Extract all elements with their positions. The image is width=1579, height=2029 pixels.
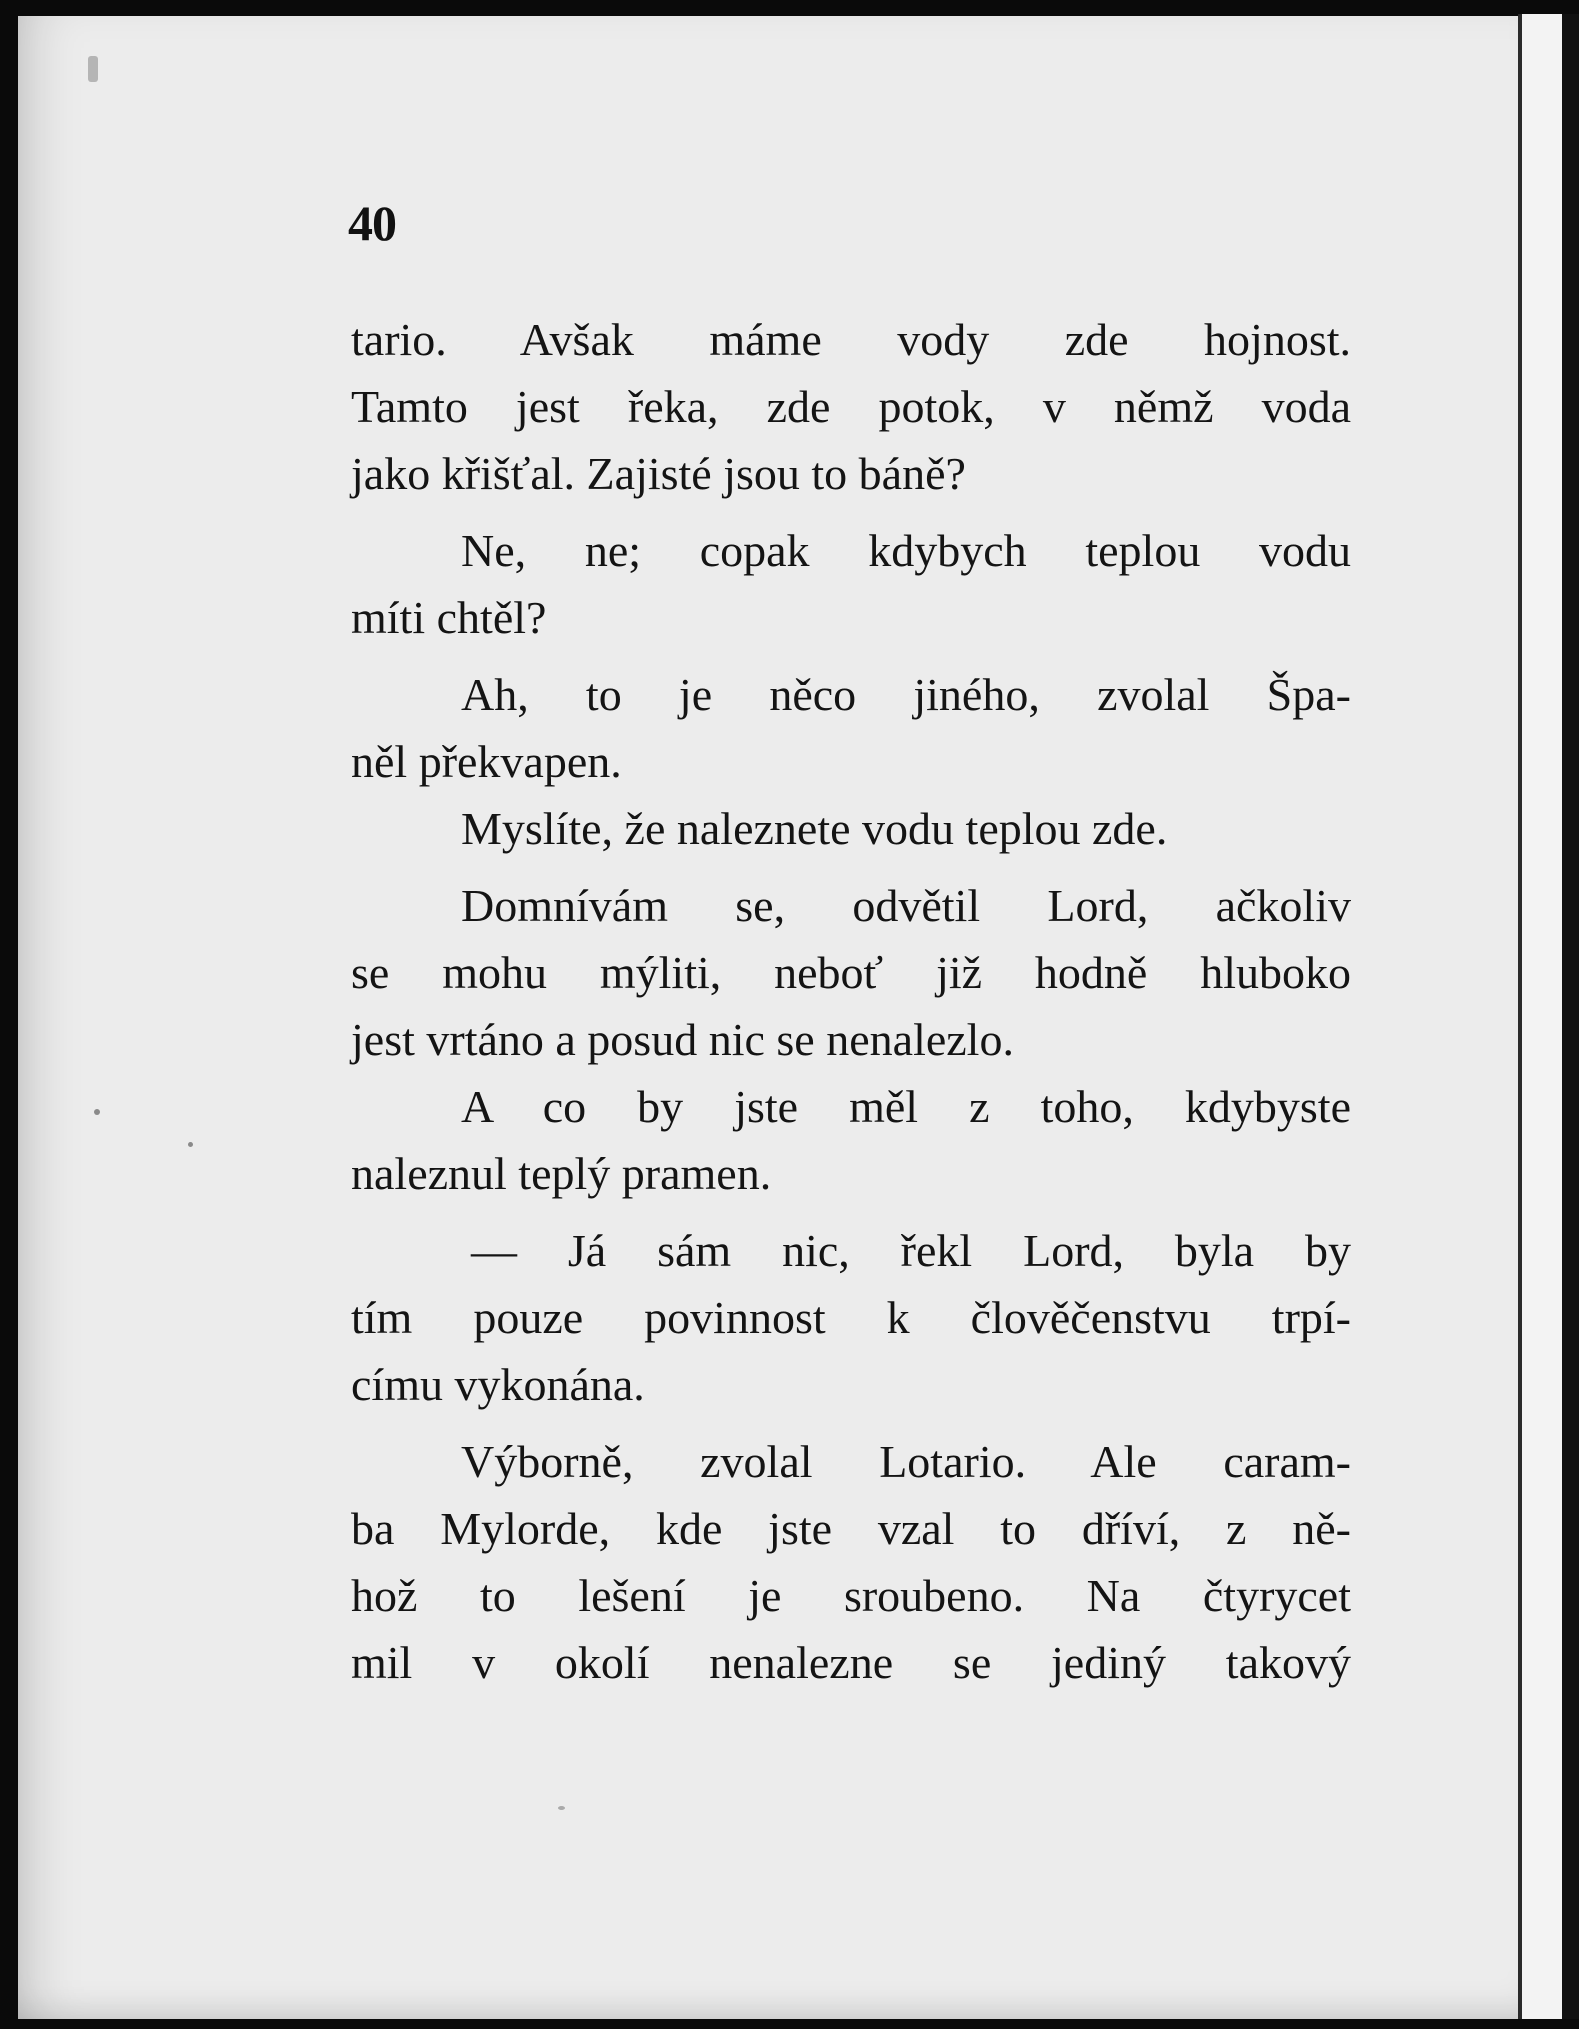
text-line: něl překvapen. (351, 736, 622, 787)
paper-speck (558, 1806, 565, 1810)
text-line: jest vrtáno a posud nic se nenalezlo. (351, 1014, 1014, 1065)
text-line: míti chtěl? (351, 592, 547, 643)
text-line: A co by jste měl z toho, kdybyste (461, 1081, 1351, 1132)
text-line: ba Mylorde, kde jste vzal to dříví, z ně- (351, 1503, 1351, 1554)
text-line: tario. Avšak máme vody zde hojnost. (351, 314, 1351, 365)
paper-sheet (18, 16, 1518, 2019)
paper-blemish (88, 56, 98, 82)
paper-speck (188, 1142, 193, 1147)
text-line: Ne, ne; copak kdybych teplou vodu (461, 525, 1351, 576)
text-line: Domnívám se, odvětil Lord, ačkoliv (461, 880, 1351, 931)
text-line: naleznul teplý pramen. (351, 1148, 772, 1199)
text-line: jako křišťal. Zajisté jsou to báně? (351, 448, 966, 499)
text-line: mil v okolí nenalezne se jediný takový (351, 1637, 1351, 1688)
text-line: címu vykonána. (351, 1359, 645, 1410)
text-line: — Já sám nic, řekl Lord, byla by (471, 1225, 1351, 1276)
page-number: 40 (348, 195, 396, 251)
text-line: se mohu mýliti, neboť již hodně hluboko (351, 947, 1351, 998)
text-line: Tamto jest řeka, zde potok, v němž voda (351, 381, 1351, 432)
text-line: Ah, to je něco jiného, zvolal Špa- (461, 669, 1351, 720)
body-text (351, 306, 1351, 1696)
scan-border (1562, 14, 1579, 2019)
paper-speck (94, 1109, 100, 1115)
text-line: Výborně, zvolal Lotario. Ale caram- (461, 1436, 1351, 1487)
adjacent-page-strip (1522, 14, 1562, 2019)
text-line: tím pouze povinnost k člověčenstvu trpí- (351, 1292, 1351, 1343)
text-line: hož to lešení je sroubeno. Na čtyrycet (351, 1570, 1351, 1621)
text-line: Myslíte, že naleznete vodu teplou zde. (461, 803, 1168, 854)
